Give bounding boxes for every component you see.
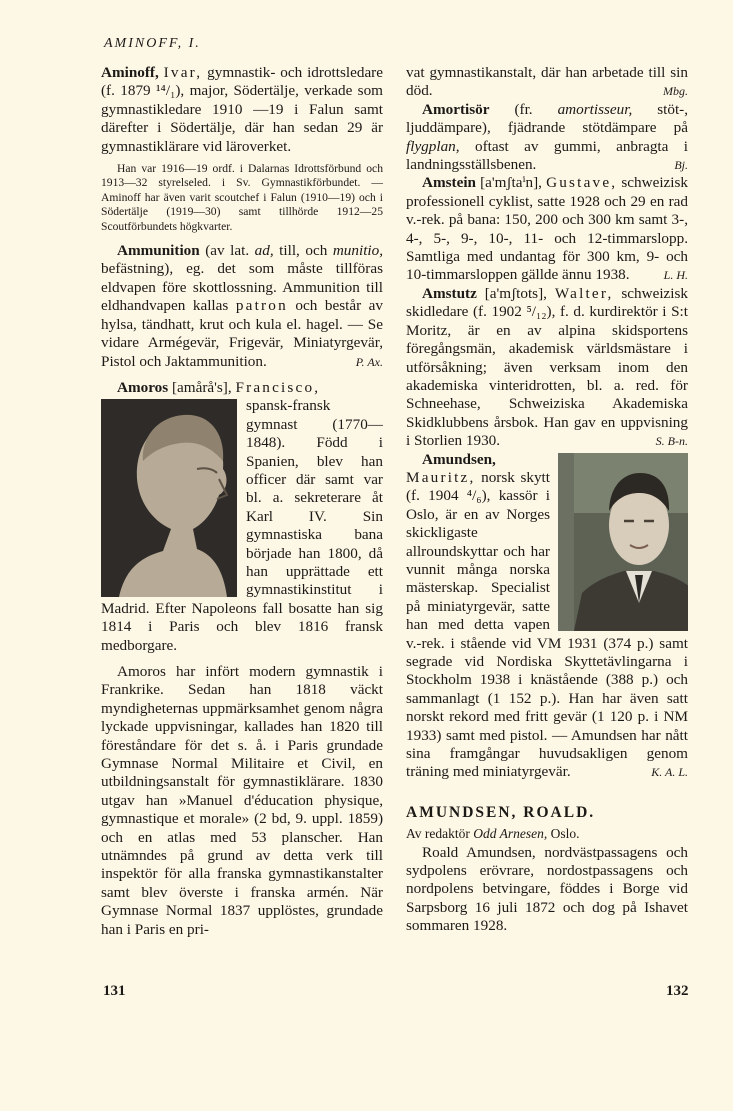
entry-text: till, och	[279, 242, 328, 260]
entry-ammunition	[101, 242, 383, 371]
byline	[406, 825, 688, 843]
page-number-left: 131	[103, 983, 126, 999]
entry-amoros-text: spansk-fransk gymnast (1770—1848). Född i Spanien, blev han officer där samt var bl. a. sekreterare åt Karl IV. Sin gymnastiska bana började han 1800, då han upprättade ett gymnastikinstitut i Madrid. Efter Napoleons fall bosatte han sig 1814 i Paris och blev 1816 fransk medborgare.	[101, 397, 383, 654]
entry-headword: Amundsen,	[422, 450, 496, 468]
entry-given-name: Gustave,	[546, 174, 618, 192]
entry-text: befästning), eg. det som måste tillföras eldvapen före skottlossning. Ammunition till eldhandvapen kallas	[101, 260, 383, 315]
signature: L. H.	[663, 268, 688, 283]
amoros-body	[101, 397, 383, 939]
entry-italic: flygplan,	[406, 137, 460, 155]
entry-text: norsk skytt (f. 1904 ⁴/₆), kassör i Oslo, är en av Norges skickligaste allroundskyttar och har vunnit många norska mästerskap. Specialist på miniatyrgevär, satte han med detta vapen v.-rek. i stående vid VM 1931 (374 p.) samt segrade vid Nordiska Skyttetävlingarna i Stockholm 1938 i knästående (388 p.) och sammanlagt (1 152 p.). Han har även satt norskt rekord med fritt gevär (1 120 p. i NM 1933) samt med pistol. — Amundsen har nått sina framgångar huvudsakligen genom träning med miniatyrgevär.	[406, 468, 688, 781]
entry-amundsen-roald: Roald Amundsen, nordvästpassagens och sydpolens erövrare, nordostpassagens och nordpolens betvingare, föddes i Borge vid Sarpsborg 16 juli 1872 och dog på Ishavet sommaren 1928.	[406, 843, 688, 935]
signature: K. A. L.	[651, 765, 688, 780]
entry-pronunciation: [a'mʃtots],	[484, 284, 547, 302]
entry-text: gymnastik- och idrottsledare (f. 1879 ¹⁴/₁), major, Södertälje, verkade som gymnastikledare 1910 —19 i Falun samt därefter i Södertälje, där han sedan 29 är gymnastiklärare vid läroverket.	[101, 64, 383, 155]
entry-amoros-text-2: Amoros har infört modern gymnastik i Frankrike. Sedan han 1818 väckt myndigheternas uppmärksamhet genom några lyckade uppvisningar, kallades han 1820 till föreståndare för det s. å. i Paris grundade Gymnase Normal Militaire et Civil, en utbildningsanstalt för gymnastiklärare. 1830 utgav han »Manuel d'éducation physique, gymnastique et morale» (2 bd, 9. uppl. 1859) och en atlas med 53 planscher. Han utnämndes på grund av detta verk till inspektör för alla franska gymnastikanstalter samt blev överste i franska armén. När Gymnase Normal 1837 upplöstes, grundade han i Paris en pri-	[101, 663, 383, 938]
entry-italic: ad,	[254, 242, 274, 260]
entry-headword: Amstutz	[422, 284, 477, 302]
entry-amundsen-mauritz	[406, 451, 688, 782]
entry-amstein	[406, 174, 688, 284]
entry-text: schweizisk skidledare (f. 1902 ⁵/₁₂), f. d. kurdirektör i S:t Moritz, är en av alpina skidsportens föregångsmän, akademisk världsmästare i utförsåkning; även verksam inom den akademiska vinteridrotten, bl. a. red. för Schneehase, Schweiziska Akademiska Skidklubbens årsbok. Han gav en uppvisning i Storlien 1930.	[406, 284, 689, 450]
entry-pronunciation: [a'mʃtaⁱn],	[480, 174, 542, 192]
entry-text: vat gymnastikanstalt, där han arbetade till sin död.	[406, 64, 688, 100]
entry-headword: Amortisör	[422, 100, 490, 118]
byline-text: Oslo.	[550, 826, 580, 842]
signature: Bj.	[674, 158, 688, 173]
entry-headword: Ammunition	[117, 242, 200, 260]
signature: Mbg.	[663, 84, 688, 99]
entry-given-name: Walter,	[554, 284, 614, 302]
page-number-right: 132	[666, 983, 689, 999]
entry-text: schweizisk professionell cyklist, satte 1928 och 29 en rad v.-rek. på bana: 150, 200 och 300 km samt 3-, 4-, 5-, 9-, 10-, 11- och 12-timmarslopp. Samtliga med undantag för 300 km, 9- och 10-timmarsloppen gällde ännu 1938.	[406, 174, 689, 284]
entry-spaced: patron	[235, 297, 288, 315]
entry-headword: Amoros	[117, 378, 169, 396]
byline-author: Odd Arnesen,	[473, 826, 548, 842]
entry-amoros	[101, 379, 383, 397]
entry-text: stöt-, ljuddämpare), fjädrande stötdämpare på	[406, 100, 689, 137]
entry-aminoff-note: Han var 1916—19 ordf. i Dalarnas Idrottsförbund och 1913—32 styrelseled. i Sv. Gymnastikförbundet. — Aminoff har även varit scoutchef i Falun (1910—19) och i Södertälje (1919—30) samt tillhörde 1912—25 Scoutförbundets högkvarter.	[101, 162, 383, 233]
left-column	[101, 64, 383, 939]
portrait-amoros-image	[101, 399, 237, 597]
portrait-amoros	[101, 399, 237, 597]
entry-italic: amortisseur,	[557, 100, 633, 118]
entry-amoros-continued	[406, 64, 688, 101]
entry-italic: munitio,	[332, 242, 384, 260]
entry-headword: Aminoff,	[101, 64, 159, 81]
entry-text: oftast av gummi, anbragta i landningsställsbenen.	[406, 137, 688, 174]
right-column	[406, 64, 688, 936]
section-heading: AMUNDSEN, ROALD.	[406, 803, 596, 821]
entry-headword: Amstein	[422, 174, 476, 192]
entry-given-name: Mauritz,	[406, 468, 476, 486]
entry-aminoff	[101, 64, 383, 156]
signature: S. B-n.	[655, 434, 688, 449]
running-head: AMINOFF, I.	[104, 36, 201, 51]
portrait-amundsen-image	[574, 453, 688, 631]
entry-given-name: Ivar,	[163, 64, 203, 81]
portrait-amundsen	[558, 453, 688, 631]
entry-text: (av lat.	[205, 242, 250, 260]
entry-given-name: Francisco,	[235, 378, 321, 396]
entry-pronunciation: [amårå's],	[171, 378, 232, 396]
entry-amstutz	[406, 285, 688, 451]
entry-amortisor	[406, 101, 688, 175]
byline-text: Av redaktör	[406, 826, 470, 842]
entry-text: och består av hylsa, tändhatt, krut och kula el. hagel. — Se vidare Armégevär, Frigevär, Miniatyrgevär, Pistol och Jaktammunition.	[101, 297, 384, 370]
entry-text: (fr.	[514, 100, 533, 118]
signature: P. Ax.	[355, 354, 383, 369]
